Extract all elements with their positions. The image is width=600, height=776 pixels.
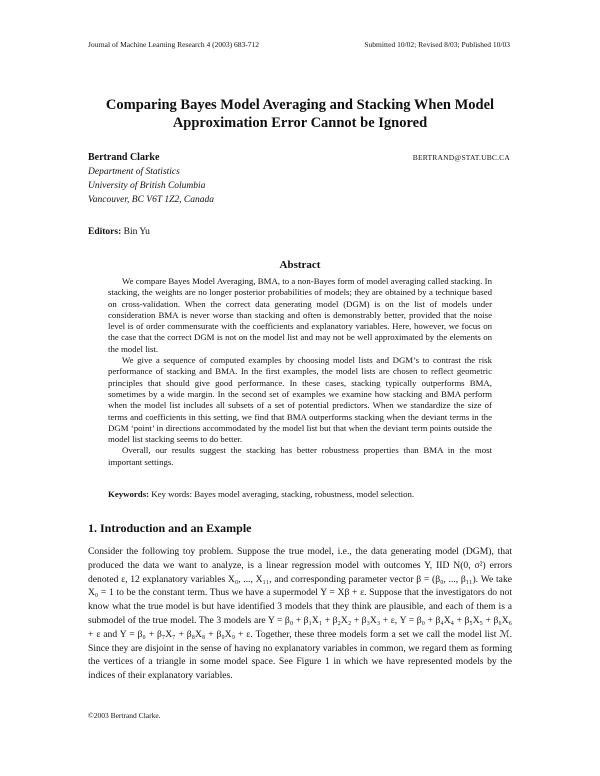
affiliation-line: Vancouver, BC V6T 1Z2, Canada [88, 194, 214, 205]
submission-dates: Submitted 10/02; Revised 8/03; Published 10/03 [364, 40, 510, 49]
section-heading: 1. Introduction and an Example [88, 521, 252, 535]
paper-title [80, 96, 520, 132]
abstract-heading: Abstract [279, 259, 321, 271]
keywords-label: Keywords: [108, 489, 150, 499]
editors-label: Editors: [88, 227, 122, 237]
body-paragraph: Consider the following toy problem. Suppose the true model, i.e., the data generating model (DGM), that produced the data we want to analyze, is a linear regression model with outcomes Y, IID N(0, σ²) errors denoted ε, 12 explanatory variables X₀, ..., X₁₁, and corresponding parameter vector β = (β₀, ..., β₁₁). We take X₀ = 1 to be the constant term. Thus we have a supermodel Y = Xβ + ε. Suppose that the investigators do not know what the true model is but have identified 3 models that they think are plausible, and each of them is a submodel of the true model. The 3 models are Y = β₀ + β₁X₁ + β₂X₂ + β₃X₃ + ε, Y = β₀ + β₄X₄ + β₅X₅ + β₆X₆ + ε and Y = β₀ + β₇X₇ + β₈X₈ + β₉X₉ + ε. Together, these three models form a set we call the model list ℳ. Since they are disjoint in the sense of having no explanatory variables in common, we regard them as forming the vertices of a triangle in some model space. See Figure 1 in which we have represented models by the indices of their explanatory variables. [88, 546, 512, 682]
affiliation-line: Department of Statistics [88, 167, 180, 177]
author-email: BERTRAND@STAT.UBC.CA [412, 153, 510, 162]
abstract-paragraph: We compare Bayes Model Averaging, BMA, to a non-Bayes form of model averaging called stacking. In stacking, the weights are no longer posterior probabilities of models; they are obtained by a technique based on cross-validation. When the correct data generating model (DGM) is on the list of models under consideration BMA is never worse than stacking and often is demonstrably better, provided that the noise level is of order commensurate with the coefficients and explanatory variables. Here, however, we focus on the case that the correct DGM is not on the model list and may not be well approximated by the elements on the model list. [108, 276, 492, 354]
abstract-paragraph: Overall, our results suggest the stacking has better robustness properties than BMA in the most important settings. [108, 445, 492, 467]
title-line-1: Comparing Bayes Model Averaging and Stacking When Model [105, 97, 495, 113]
editors-names: Bin Yu [123, 227, 150, 237]
editors [88, 227, 150, 237]
affiliation-line: University of British Columbia [88, 180, 206, 191]
abstract-body [108, 276, 492, 468]
abstract-paragraph: We give a sequence of computed examples by choosing model lists and DGM’s to contrast the risk performance of stacking and BMA. In the first examples, the model lists are chosen to reflect geometric principles that should give good performance. In these cases, stacking typically outperforms BMA, sometimes by a wide margin. In the second set of examples we examine how stacking and BMA perform when the model list includes all subsets of a set of potential predictors. When we standardize the size of terms and coefficients in this setting, we find that BMA outperforms stacking when the deviant terms in the DGM ‘point’ in directions accommodated by the model list but that when the deviant term points outside the model list stacking seems to do better. [108, 355, 492, 445]
section-body [88, 545, 512, 683]
keywords-text: Key words: Bayes model averaging, stacking, robustness, model selection. [151, 489, 415, 499]
journal-header: Journal of Machine Learning Research 4 (2003) 683-712 [88, 40, 259, 49]
keywords [108, 489, 492, 500]
copyright-notice: ©2003 Bertrand Clarke. [88, 711, 161, 720]
author-name: Bertrand Clarke [88, 152, 160, 163]
title-line-2: Approximation Error Cannot be Ignored [172, 115, 428, 131]
author-affiliation [88, 166, 214, 207]
